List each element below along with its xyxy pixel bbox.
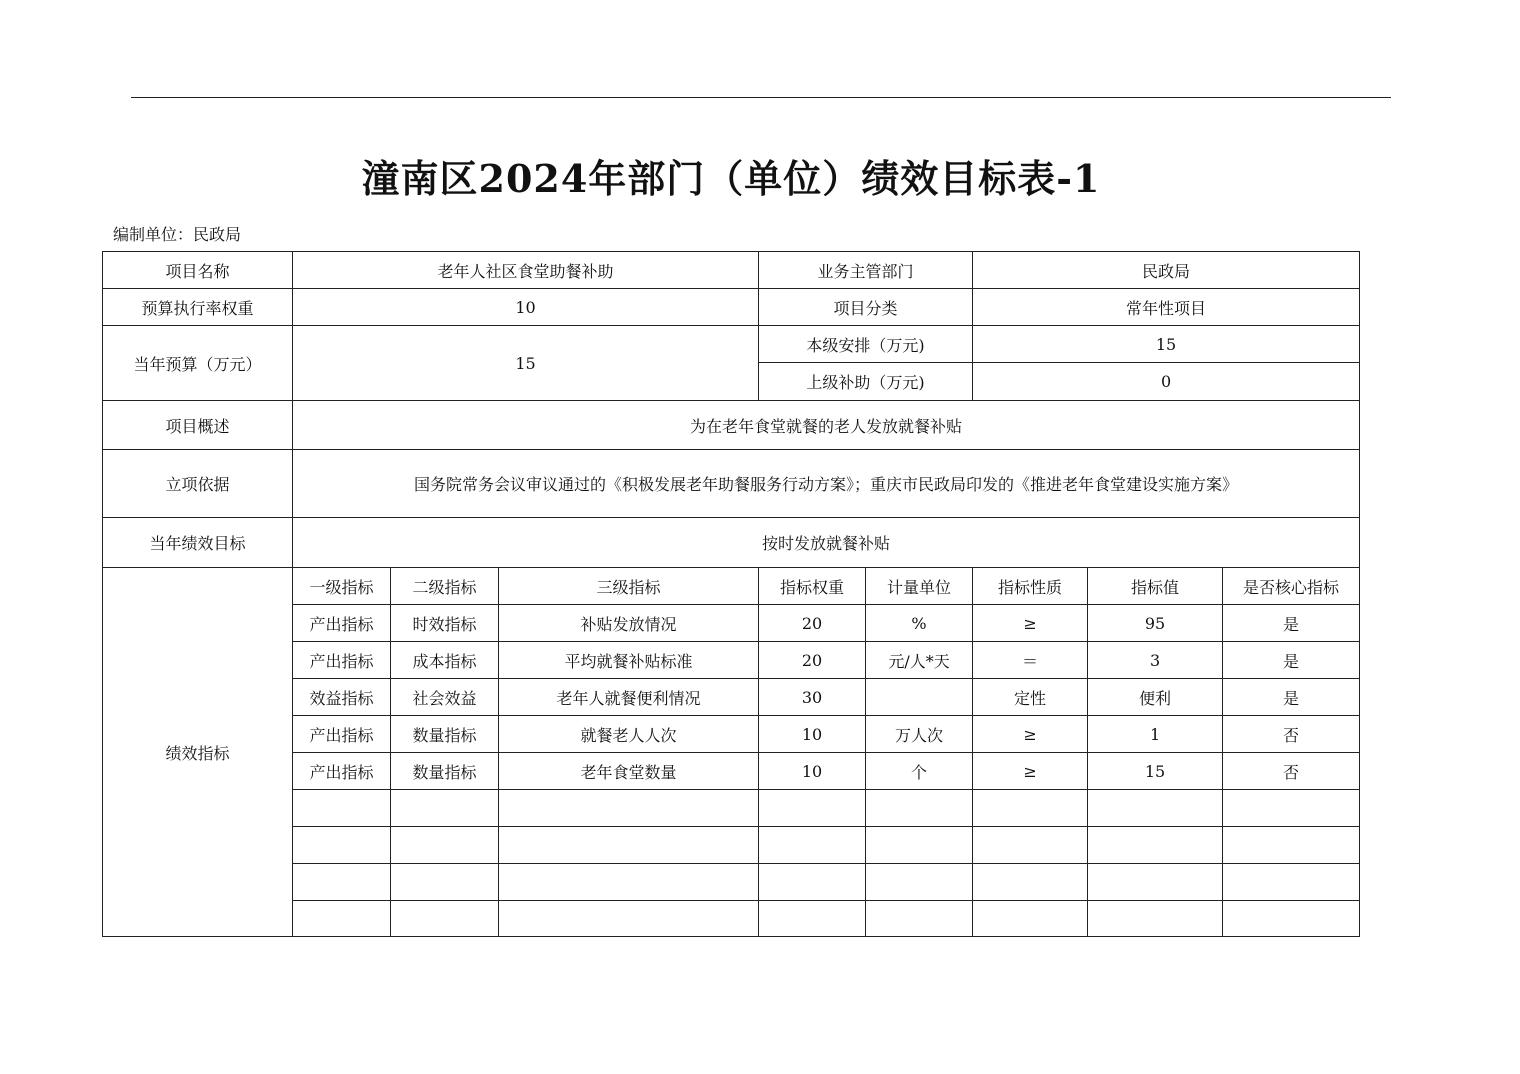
goal-label: 当年绩效目标: [103, 518, 293, 568]
weight-cell: 20: [759, 605, 866, 642]
overview-value: 为在老年食堂就餐的老人发放就餐补贴: [293, 401, 1360, 450]
core-cell: 是: [1223, 605, 1360, 642]
category-value: 常年性项目: [973, 289, 1360, 326]
unit-cell: 万人次: [866, 716, 973, 753]
level3-cell: 就餐老人人次: [499, 716, 759, 753]
unit-cell: [866, 679, 973, 716]
goal-value: 按时发放就餐补贴: [293, 518, 1360, 568]
row-overview: [103, 401, 1360, 450]
level1-cell: 效益指标: [293, 679, 391, 716]
value-cell: 1: [1088, 716, 1223, 753]
column-header: 指标值: [1088, 568, 1223, 605]
org-unit: 编制单位：民政局: [113, 225, 242, 244]
nature-cell: 定性: [973, 679, 1088, 716]
budget-value: 15: [293, 326, 759, 401]
level1-cell: 产出指标: [293, 642, 391, 679]
column-header: 二级指标: [391, 568, 499, 605]
weight-cell: 10: [759, 753, 866, 790]
basis-label: 立项依据: [103, 450, 293, 518]
column-header: 计量单位: [866, 568, 973, 605]
value-cell: 15: [1088, 753, 1223, 790]
core-cell: 是: [1223, 679, 1360, 716]
column-header: 指标权重: [759, 568, 866, 605]
level2-cell: 数量指标: [391, 716, 499, 753]
level2-cell: 数量指标: [391, 753, 499, 790]
weight-cell: 30: [759, 679, 866, 716]
indicators-section-label: 绩效指标: [103, 568, 293, 937]
column-header: 是否核心指标: [1223, 568, 1360, 605]
budget-label: 当年预算（万元）: [103, 326, 293, 401]
upper-value: 0: [973, 363, 1360, 401]
column-header: 三级指标: [499, 568, 759, 605]
project-name-value: 老年人社区食堂助餐补助: [293, 252, 759, 289]
local-value: 15: [973, 326, 1360, 363]
level3-cell: 平均就餐补贴标准: [499, 642, 759, 679]
weight-cell: 20: [759, 642, 866, 679]
unit-cell: 元/人*天: [866, 642, 973, 679]
level1-cell: 产出指标: [293, 605, 391, 642]
column-header: 一级指标: [293, 568, 391, 605]
nature-cell: ≥: [973, 716, 1088, 753]
nature-cell: ＝: [973, 642, 1088, 679]
weight-cell: 10: [759, 716, 866, 753]
value-cell: 95: [1088, 605, 1223, 642]
core-cell: 否: [1223, 753, 1360, 790]
core-cell: 否: [1223, 716, 1360, 753]
performance-table: [102, 251, 1360, 937]
row-goal: [103, 518, 1360, 568]
header-rule: [131, 97, 1391, 98]
overview-label: 项目概述: [103, 401, 293, 450]
level2-cell: 成本指标: [391, 642, 499, 679]
level1-cell: 产出指标: [293, 753, 391, 790]
level3-cell: 补贴发放情况: [499, 605, 759, 642]
unit-cell: %: [866, 605, 973, 642]
level2-cell: 时效指标: [391, 605, 499, 642]
level3-cell: 老年食堂数量: [499, 753, 759, 790]
value-cell: 便利: [1088, 679, 1223, 716]
category-label: 项目分类: [759, 289, 973, 326]
document-title: 潼南区2024年部门（单位）绩效目标表-1: [361, 156, 1101, 201]
row-basis: [103, 450, 1360, 518]
row-budget: [103, 326, 1360, 363]
dept-value: 民政局: [973, 252, 1360, 289]
level3-cell: 老年人就餐便利情况: [499, 679, 759, 716]
dept-label: 业务主管部门: [759, 252, 973, 289]
core-cell: 是: [1223, 642, 1360, 679]
value-cell: 3: [1088, 642, 1223, 679]
nature-cell: ≥: [973, 605, 1088, 642]
row-project-name: [103, 252, 1360, 289]
level2-cell: 社会效益: [391, 679, 499, 716]
indicator-header-row: [103, 568, 1360, 605]
level1-cell: 产出指标: [293, 716, 391, 753]
nature-cell: ≥: [973, 753, 1088, 790]
upper-label: 上级补助（万元): [759, 363, 973, 401]
column-header: 指标性质: [973, 568, 1088, 605]
weight-label: 预算执行率权重: [103, 289, 293, 326]
project-name-label: 项目名称: [103, 252, 293, 289]
local-label: 本级安排（万元): [759, 326, 973, 363]
basis-value: 国务院常务会议审议通过的《积极发展老年助餐服务行动方案》；重庆市民政局印发的《推进老年食堂建设实施方案》: [293, 450, 1360, 518]
weight-value: 10: [293, 289, 759, 326]
unit-cell: 个: [866, 753, 973, 790]
row-weight: [103, 289, 1360, 326]
